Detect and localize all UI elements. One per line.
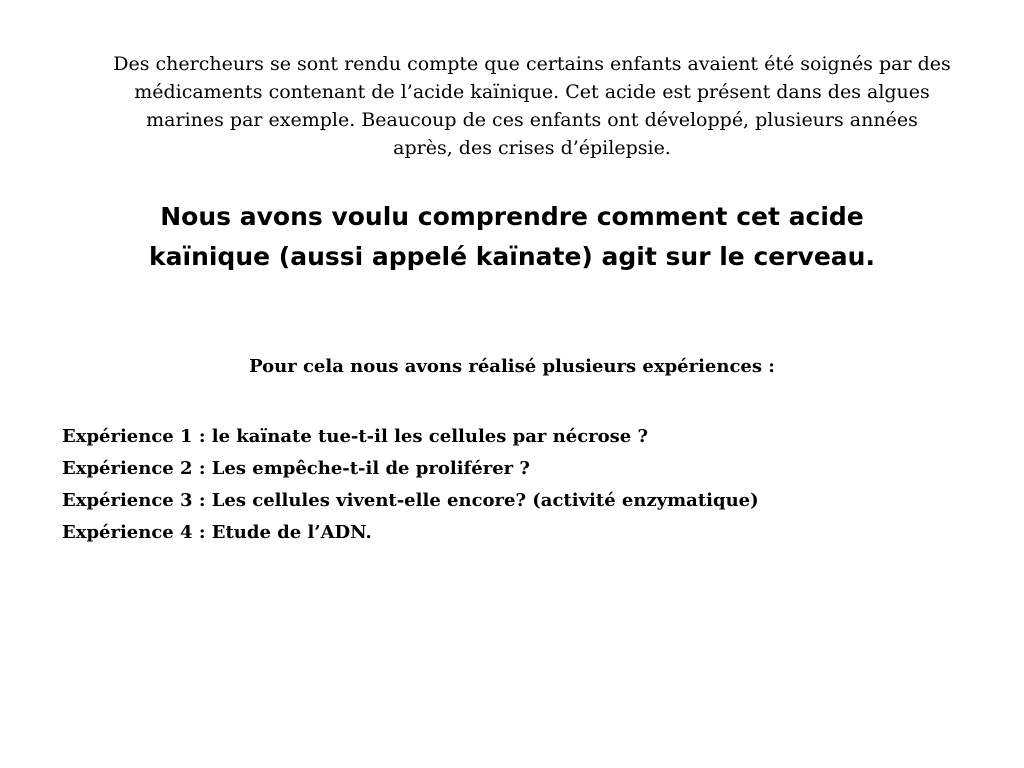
intro-line: Des chercheurs se sont rendu compte que certains enfants avaient été soignés par des: [113, 53, 951, 75]
experiment-list: [62, 421, 962, 549]
headline-line: kaïnique (aussi appelé kaïnate) agit sur le cerveau.: [149, 242, 875, 271]
experiments-intro: Pour cela nous avons réalisé plusieurs expériences :: [249, 356, 775, 377]
intro-line: médicaments contenant de l’acide kaïnique. Cet acide est présent dans des algues: [134, 81, 930, 103]
intro-paragraph: [96, 50, 968, 162]
headline-line: Nous avons voulu comprendre comment cet acide: [160, 202, 864, 231]
intro-line: marines par exemple. Beaucoup de ces enfants ont développé, plusieurs années: [146, 109, 918, 131]
intro-line: après, des crises d’épilepsie.: [393, 137, 671, 159]
experiment-item-2: Expérience 2 : Les empêche-t-il de proliférer ?: [62, 458, 530, 479]
experiment-item-4: Expérience 4 : Etude de l’ADN.: [62, 522, 372, 543]
headline: [40, 197, 984, 277]
experiment-item-1: Expérience 1 : le kaïnate tue-t-il les cellules par nécrose ?: [62, 426, 649, 447]
experiment-item-3: Expérience 3 : Les cellules vivent-elle encore? (activité enzymatique): [62, 490, 759, 511]
